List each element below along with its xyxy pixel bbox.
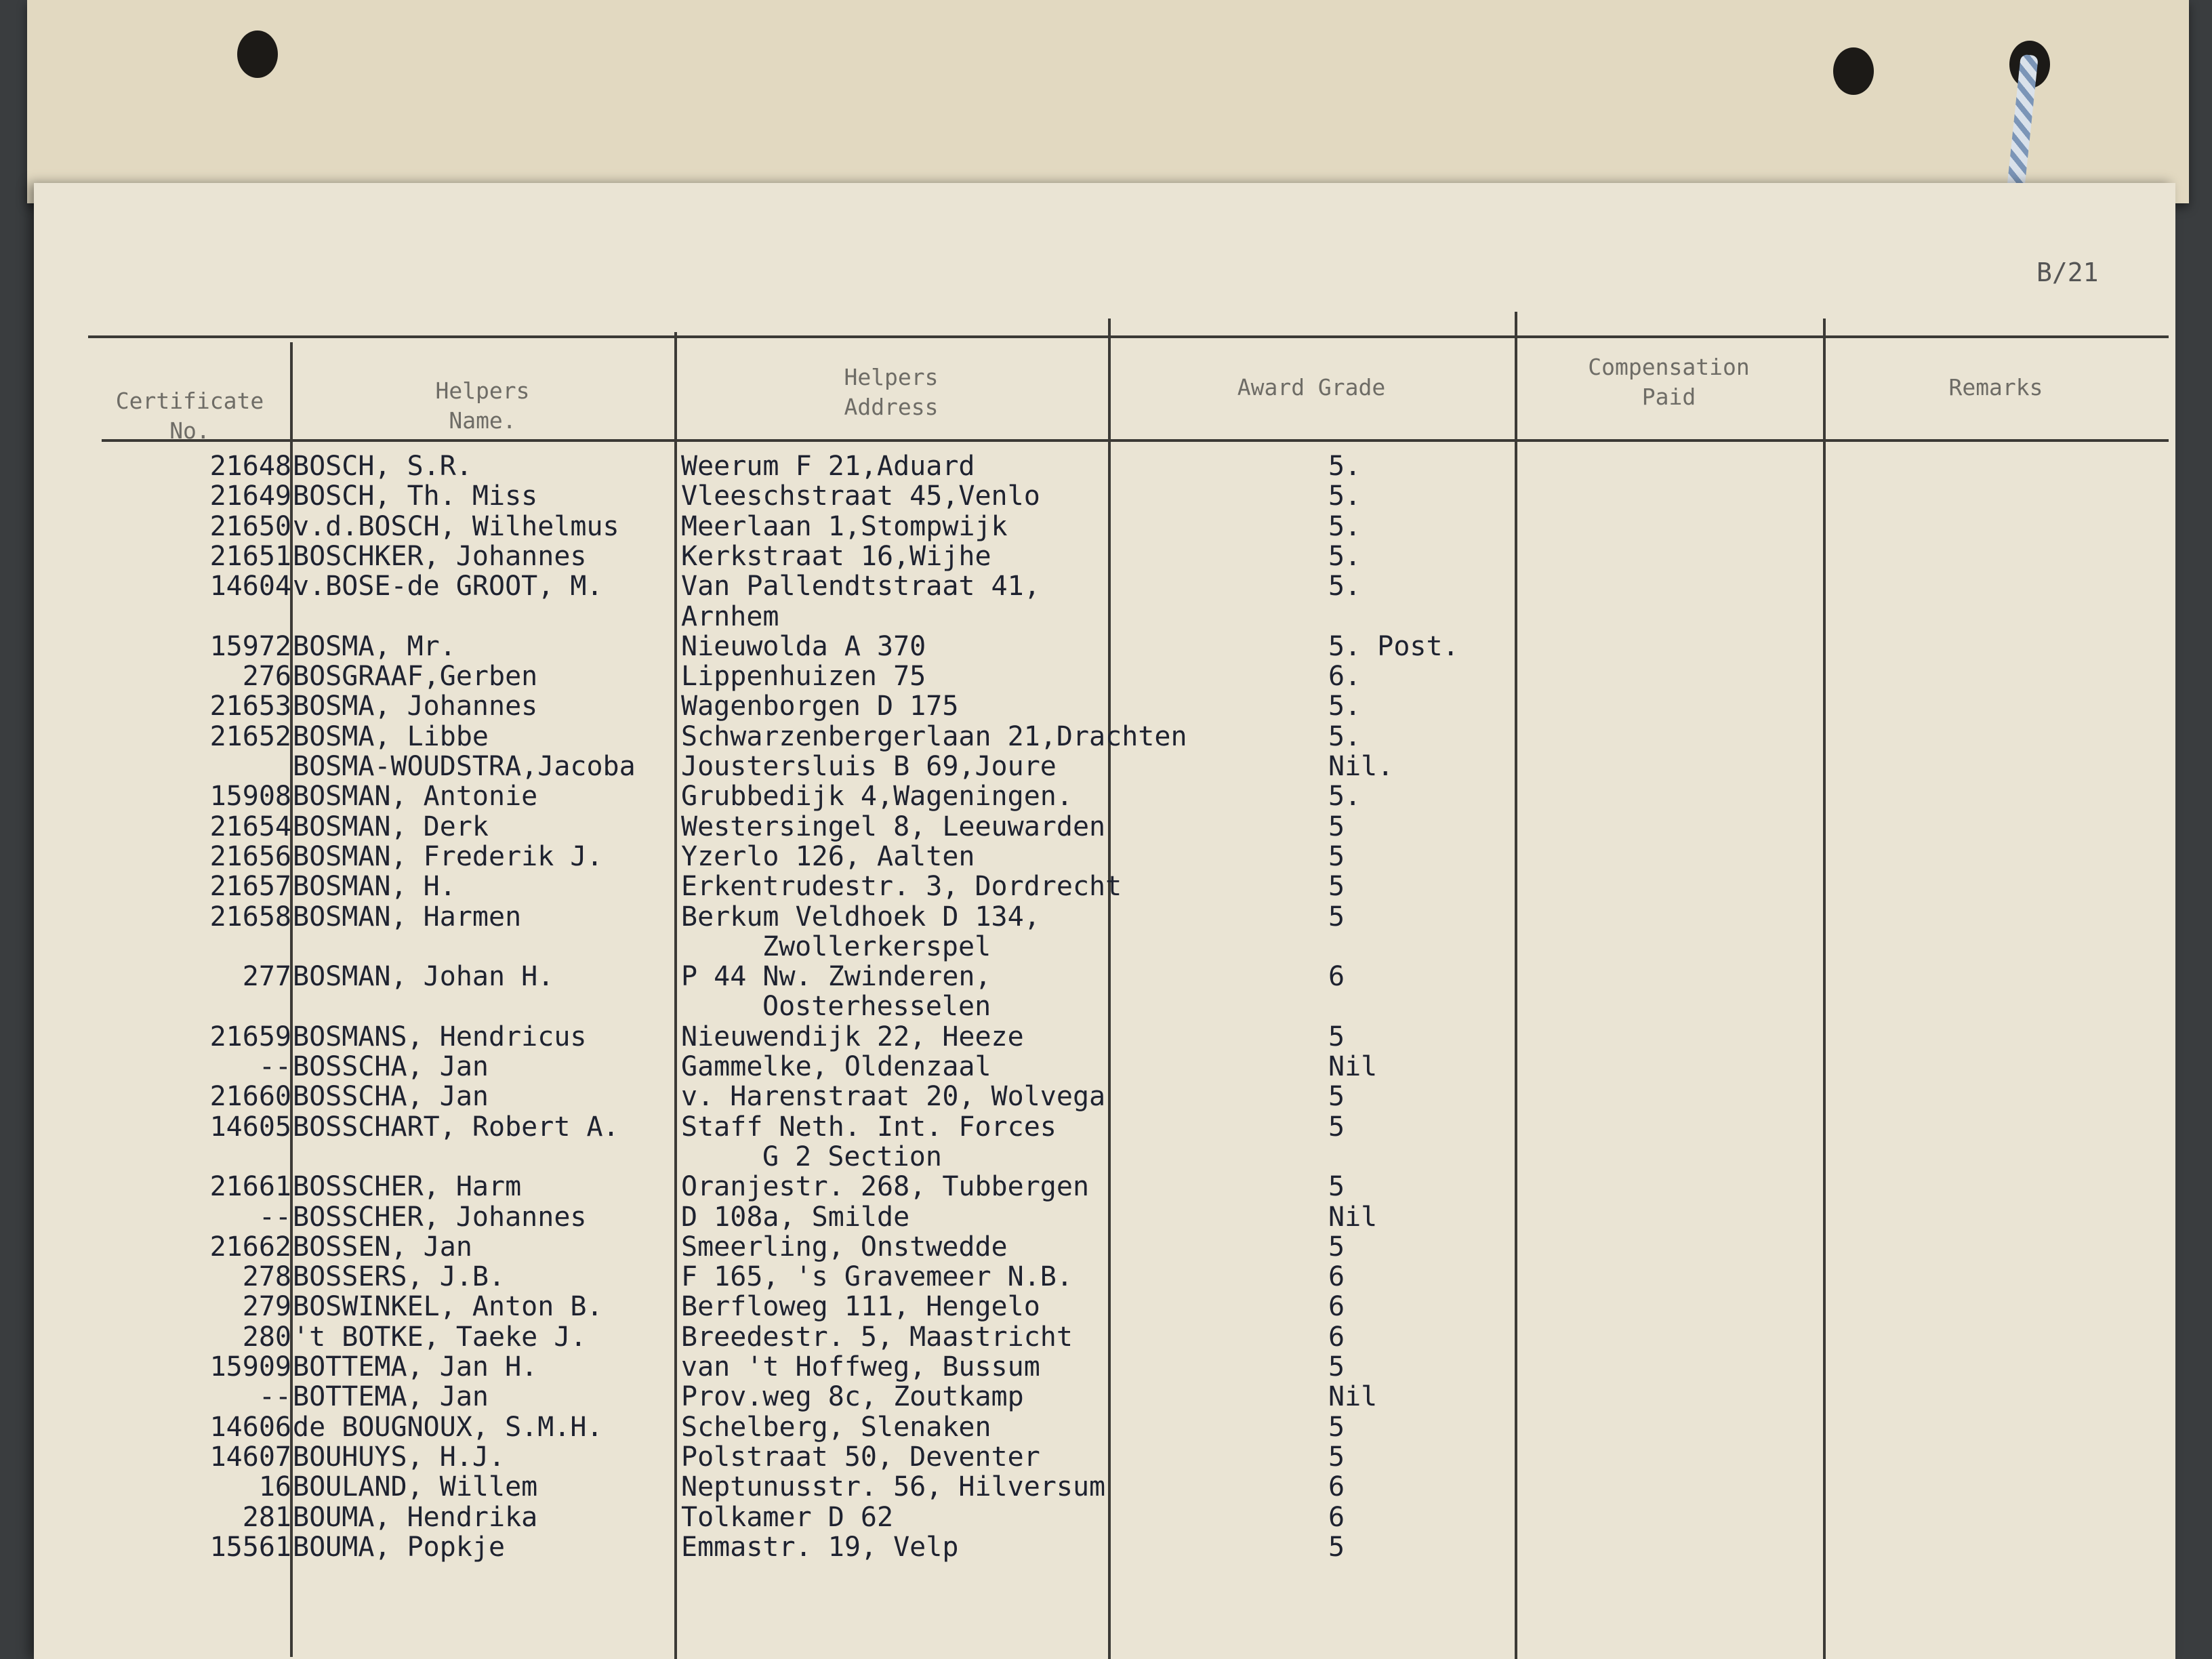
table-row bbox=[34, 1381, 2175, 1411]
award-grade: 6 bbox=[1328, 961, 1345, 993]
helper-name: BOUHUYS, H.J. bbox=[293, 1441, 506, 1473]
helper-address: Neptunusstr. 56, Hilversum bbox=[681, 1471, 1106, 1503]
certificate-no: 15909 bbox=[209, 1351, 291, 1382]
helper-address: Erkentrudestr. 3, Dordrecht bbox=[681, 871, 1122, 903]
certificate-no: 21651 bbox=[209, 540, 291, 572]
helper-address: Prov.weg 8c, Zoutkamp bbox=[681, 1381, 1024, 1413]
helper-name: BOUMA, Hendrika bbox=[293, 1501, 538, 1533]
award-grade: Nil bbox=[1328, 1051, 1378, 1082]
table-row bbox=[34, 1081, 2175, 1111]
award-grade: 5 bbox=[1328, 871, 1345, 903]
certificate-no: 14604 bbox=[209, 571, 291, 602]
award-grade: 6. bbox=[1328, 661, 1361, 693]
helper-address: Smeerling, Onstwedde bbox=[681, 1231, 1008, 1263]
helper-name: de BOUGNOUX, S.M.H. bbox=[293, 1411, 603, 1443]
award-grade: Nil bbox=[1328, 1201, 1378, 1233]
award-grade: 6 bbox=[1328, 1501, 1345, 1533]
helper-name: BOSSERS, J.B. bbox=[293, 1261, 506, 1293]
certificate-no: 16 bbox=[258, 1471, 291, 1503]
table-row bbox=[34, 1171, 2175, 1201]
table-row bbox=[34, 541, 2175, 571]
table-row bbox=[34, 661, 2175, 691]
table-row bbox=[34, 1441, 2175, 1471]
header-remarks-line1: Remarks bbox=[1948, 374, 2043, 401]
header-certificate-line1: Certificate bbox=[115, 388, 264, 414]
table-row bbox=[34, 631, 2175, 661]
certificate-no: -- bbox=[258, 1051, 291, 1082]
award-grade: 5 bbox=[1328, 901, 1345, 933]
helper-address: Wagenborgen D 175 bbox=[681, 691, 959, 722]
helper-name: 't BOTKE, Taeke J. bbox=[293, 1321, 587, 1353]
certificate-no: 14606 bbox=[209, 1411, 291, 1443]
table-row bbox=[34, 571, 2175, 600]
table-row bbox=[34, 1532, 2175, 1561]
helper-name: BOUMA, Popkje bbox=[293, 1531, 506, 1563]
award-grade: 5 bbox=[1328, 1021, 1345, 1052]
helper-name: BOSMA, Mr. bbox=[293, 630, 456, 662]
table-row bbox=[34, 781, 2175, 811]
award-grade: 5. bbox=[1328, 540, 1361, 572]
helper-address: Tolkamer D 62 bbox=[681, 1501, 894, 1533]
helper-address: Westersingel 8, Leeuwarden bbox=[681, 811, 1106, 842]
table-row bbox=[34, 1111, 2175, 1141]
award-grade: 6 bbox=[1328, 1471, 1345, 1503]
helper-name: BOSSCHER, Johannes bbox=[293, 1201, 587, 1233]
header-certificate-line2: No. bbox=[169, 417, 210, 444]
table-row bbox=[34, 871, 2175, 901]
helper-name: BOSMANS, Hendricus bbox=[293, 1021, 587, 1052]
award-grade: 5. Post. bbox=[1328, 630, 1459, 662]
helper-address: D 108a, Smilde bbox=[681, 1201, 910, 1233]
header-name-line2: Name. bbox=[449, 407, 516, 434]
helper-address: Kerkstraat 16,Wijhe bbox=[681, 540, 991, 572]
header-address-line2: Address bbox=[844, 394, 939, 420]
certificate-no: 21662 bbox=[209, 1231, 291, 1263]
header-top-rule bbox=[88, 335, 2169, 338]
helper-address: Breedestr. 5, Maastricht bbox=[681, 1321, 1073, 1353]
helper-name: v.d.BOSCH, Wilhelmus bbox=[293, 510, 619, 542]
helper-name: BOSMA, Johannes bbox=[293, 691, 538, 722]
table-row bbox=[34, 1231, 2175, 1261]
punch-hole-middle bbox=[1833, 47, 1874, 95]
helper-address: Schelberg, Slenaken bbox=[681, 1411, 991, 1443]
table-row bbox=[34, 1021, 2175, 1051]
table-row bbox=[34, 901, 2175, 931]
award-grade: 5. bbox=[1328, 571, 1361, 602]
helper-address: Oranjestr. 268, Tubbergen bbox=[681, 1171, 1090, 1203]
helper-name: BOSMAN, Antonie bbox=[293, 781, 538, 813]
header-compensation bbox=[1518, 352, 1820, 412]
header-remarks bbox=[1826, 373, 2165, 403]
helper-name: BOSSCHER, Harm bbox=[293, 1171, 522, 1203]
helper-address: Nieuwolda A 370 bbox=[681, 630, 926, 662]
table-row bbox=[34, 1322, 2175, 1351]
certificate-no: 21656 bbox=[209, 840, 291, 872]
header-address bbox=[678, 363, 1105, 422]
helper-name: BOSMAN, Frederik J. bbox=[293, 840, 603, 872]
header-compensation-line1: Compensation bbox=[1588, 354, 1750, 380]
helper-name: BOSMA, Libbe bbox=[293, 720, 489, 752]
helper-address: Polstraat 50, Deventer bbox=[681, 1441, 1040, 1473]
helper-address: v. Harenstraat 20, Wolvega bbox=[681, 1081, 1106, 1113]
award-grade: 5 bbox=[1328, 1111, 1345, 1143]
helper-address: Lippenhuizen 75 bbox=[681, 661, 926, 693]
certificate-no: 278 bbox=[242, 1261, 291, 1293]
certificate-no: 277 bbox=[242, 961, 291, 993]
award-grade: 5. bbox=[1328, 781, 1361, 813]
helper-address: Weerum F 21,Aduard bbox=[681, 451, 975, 482]
table-row bbox=[34, 1351, 2175, 1381]
table-row bbox=[34, 811, 2175, 841]
certificate-no: 21653 bbox=[209, 691, 291, 722]
award-grade: 5 bbox=[1328, 1231, 1345, 1263]
table-row bbox=[34, 511, 2175, 541]
certificate-no: 15561 bbox=[209, 1531, 291, 1563]
certificate-no: 21652 bbox=[209, 720, 291, 752]
award-grade: 6 bbox=[1328, 1321, 1345, 1353]
award-grade: 5. bbox=[1328, 691, 1361, 722]
table-row bbox=[34, 1261, 2175, 1291]
certificate-no: 21659 bbox=[209, 1021, 291, 1052]
helper-address: Berkum Veldhoek D 134, bbox=[681, 901, 1040, 933]
certificate-no: -- bbox=[258, 1201, 291, 1233]
table-row bbox=[34, 1412, 2175, 1441]
certificate-no: 21658 bbox=[209, 901, 291, 933]
table-row bbox=[34, 1471, 2175, 1501]
table-row bbox=[34, 751, 2175, 781]
helper-address-continued: Arnhem bbox=[681, 600, 779, 632]
helper-address: Yzerlo 126, Aalten bbox=[681, 840, 975, 872]
table-row bbox=[34, 451, 2175, 480]
table-row bbox=[34, 1051, 2175, 1081]
certificate-no: 15908 bbox=[209, 781, 291, 813]
punch-hole-left bbox=[237, 30, 278, 78]
certificate-no: 14607 bbox=[209, 1441, 291, 1473]
helper-name: BOSMAN, Derk bbox=[293, 811, 489, 842]
helper-name: BOSMAN, Johan H. bbox=[293, 961, 554, 993]
helper-address: Berfloweg 111, Hengelo bbox=[681, 1291, 1040, 1323]
table-row bbox=[34, 961, 2175, 991]
award-grade: 5 bbox=[1328, 1441, 1345, 1473]
award-grade: 5 bbox=[1328, 1351, 1345, 1382]
helper-address: Gammelke, Oldenzaal bbox=[681, 1051, 991, 1082]
helper-name: BOSMA-WOUDSTRA,Jacoba bbox=[293, 751, 636, 782]
table-row bbox=[34, 721, 2175, 751]
page-reference: B/21 bbox=[2036, 258, 2099, 287]
header-grade bbox=[1111, 373, 1511, 403]
award-grade: 5 bbox=[1328, 840, 1345, 872]
helper-name: BOTTEMA, Jan bbox=[293, 1381, 489, 1413]
table-row bbox=[34, 691, 2175, 720]
helper-name: BOSSCHA, Jan bbox=[293, 1081, 489, 1113]
award-grade: 5 bbox=[1328, 1531, 1345, 1563]
helper-name: BOSSCHART, Robert A. bbox=[293, 1111, 619, 1143]
certificate-no: 21661 bbox=[209, 1171, 291, 1203]
award-grade: 5. bbox=[1328, 480, 1361, 512]
certificate-no: 21654 bbox=[209, 811, 291, 842]
helper-address: F 165, 's Gravemeer N.B. bbox=[681, 1261, 1073, 1293]
helper-address: Vleeschstraat 45,Venlo bbox=[681, 480, 1040, 512]
certificate-no: 276 bbox=[242, 661, 291, 693]
helper-name: v.BOSE-de GROOT, M. bbox=[293, 571, 603, 602]
register-card bbox=[34, 183, 2175, 1659]
header-address-line1: Helpers bbox=[844, 364, 939, 390]
helper-address: P 44 Nw. Zwinderen, bbox=[681, 961, 991, 993]
helper-address: Grubbedijk 4,Wageningen. bbox=[681, 781, 1073, 813]
helper-address: Nieuwendijk 22, Heeze bbox=[681, 1021, 1024, 1052]
award-grade: 5. bbox=[1328, 510, 1361, 542]
award-grade: 6 bbox=[1328, 1261, 1345, 1293]
certificate-no: 21657 bbox=[209, 871, 291, 903]
table-row bbox=[34, 1291, 2175, 1321]
helper-name: BOSCH, Th. Miss bbox=[293, 480, 538, 512]
header-grade-line1: Award Grade bbox=[1237, 374, 1386, 401]
helper-name: BOSWINKEL, Anton B. bbox=[293, 1291, 603, 1323]
table-row bbox=[34, 1202, 2175, 1231]
helper-address: Van Pallendtstraat 41, bbox=[681, 571, 1040, 602]
helper-name: BOTTEMA, Jan H. bbox=[293, 1351, 538, 1382]
helper-name: BOSMAN, Harmen bbox=[293, 901, 522, 933]
helper-name: BOSSCHA, Jan bbox=[293, 1051, 489, 1082]
header-certificate bbox=[91, 386, 288, 446]
helper-name: BOULAND, Willem bbox=[293, 1471, 538, 1503]
certificate-no: 15972 bbox=[209, 630, 291, 662]
helper-address: Meerlaan 1,Stompwijk bbox=[681, 510, 1008, 542]
certificate-no: 21649 bbox=[209, 480, 291, 512]
table-row bbox=[34, 480, 2175, 510]
helper-name: BOSMAN, H. bbox=[293, 871, 456, 903]
header-name-line1: Helpers bbox=[435, 377, 530, 404]
helper-address: Joustersluis B 69,Joure bbox=[681, 751, 1057, 782]
helper-name: BOSCHKER, Johannes bbox=[293, 540, 587, 572]
helper-address: Emmastr. 19, Velp bbox=[681, 1531, 959, 1563]
award-grade: 5. bbox=[1328, 720, 1361, 752]
helper-address-continued: Zwollerkerspel bbox=[762, 930, 991, 962]
certificate-no: 280 bbox=[242, 1321, 291, 1353]
award-grade: 5 bbox=[1328, 1171, 1345, 1203]
helper-address-continued: G 2 Section bbox=[762, 1141, 942, 1172]
top-sheet bbox=[27, 0, 2189, 203]
helper-address: Staff Neth. Int. Forces bbox=[681, 1111, 1057, 1143]
award-grade: Nil bbox=[1328, 1381, 1378, 1413]
certificate-no: 279 bbox=[242, 1291, 291, 1323]
helper-name: BOSCH, S.R. bbox=[293, 451, 472, 482]
table-row bbox=[34, 1502, 2175, 1532]
certificate-no: 281 bbox=[242, 1501, 291, 1533]
helper-address: Schwarzenbergerlaan 21,Drachten bbox=[681, 720, 1187, 752]
certificate-no: 14605 bbox=[209, 1111, 291, 1143]
header-bottom-rule bbox=[102, 439, 2169, 442]
certificate-no: 21648 bbox=[209, 451, 291, 482]
award-grade: 5 bbox=[1328, 1411, 1345, 1443]
award-grade: Nil. bbox=[1328, 751, 1394, 782]
award-grade: 5. bbox=[1328, 451, 1361, 482]
certificate-no: 21660 bbox=[209, 1081, 291, 1113]
award-grade: 6 bbox=[1328, 1291, 1345, 1323]
helper-name: BOSGRAAF,Gerben bbox=[293, 661, 538, 693]
certificate-no: -- bbox=[258, 1381, 291, 1413]
header-compensation-line2: Paid bbox=[1641, 384, 1696, 410]
certificate-no: 21650 bbox=[209, 510, 291, 542]
table-row bbox=[34, 841, 2175, 871]
award-grade: 5 bbox=[1328, 811, 1345, 842]
award-grade: 5 bbox=[1328, 1081, 1345, 1113]
helper-address: van 't Hoffweg, Bussum bbox=[681, 1351, 1040, 1382]
header-name bbox=[293, 376, 672, 436]
helper-name: BOSSEN, Jan bbox=[293, 1231, 472, 1263]
helper-address-continued: Oosterhesselen bbox=[762, 991, 991, 1023]
